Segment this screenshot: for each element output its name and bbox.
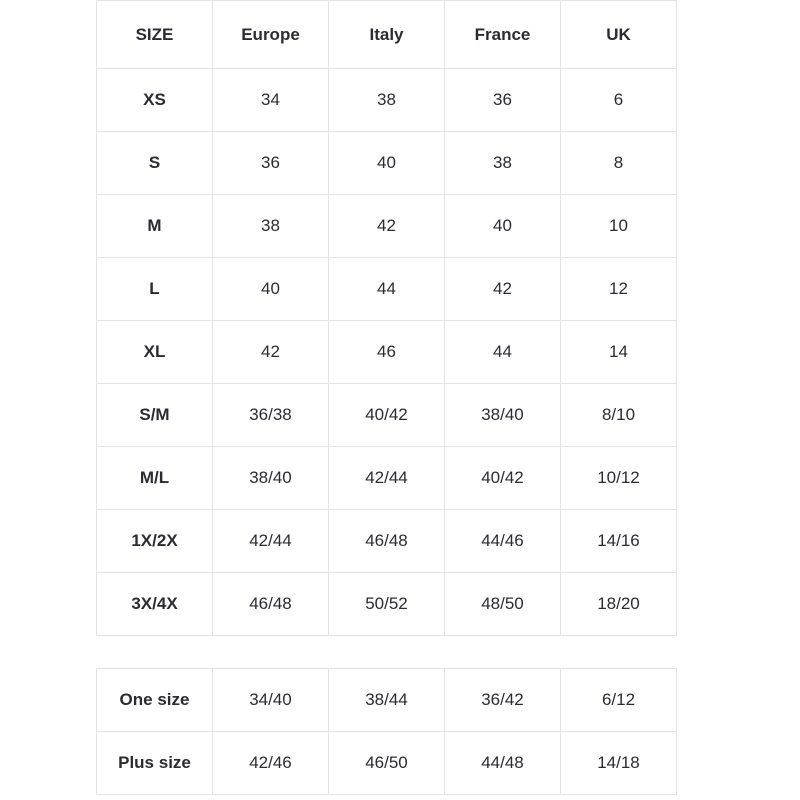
cell-italy: 46/48 bbox=[329, 510, 445, 573]
cell-france: 44/46 bbox=[445, 510, 561, 573]
cell-uk: 10/12 bbox=[561, 447, 677, 510]
cell-france: 38/40 bbox=[445, 384, 561, 447]
cell-uk: 14/16 bbox=[561, 510, 677, 573]
table-row bbox=[97, 258, 677, 321]
cell-italy: 42/44 bbox=[329, 447, 445, 510]
secondary-size-table-wrapper bbox=[96, 668, 676, 795]
table-row bbox=[97, 669, 677, 732]
cell-uk: 10 bbox=[561, 195, 677, 258]
column-header-uk: UK bbox=[561, 1, 677, 69]
cell-france: 38 bbox=[445, 132, 561, 195]
cell-france: 42 bbox=[445, 258, 561, 321]
cell-italy: 50/52 bbox=[329, 573, 445, 636]
cell-france: 44/48 bbox=[445, 732, 561, 795]
row-label: One size bbox=[97, 669, 213, 732]
cell-italy: 38/44 bbox=[329, 669, 445, 732]
cell-italy: 40/42 bbox=[329, 384, 445, 447]
row-label: Plus size bbox=[97, 732, 213, 795]
cell-italy: 46/50 bbox=[329, 732, 445, 795]
primary-size-table-wrapper bbox=[96, 0, 676, 636]
row-label: M bbox=[97, 195, 213, 258]
cell-france: 44 bbox=[445, 321, 561, 384]
cell-uk: 18/20 bbox=[561, 573, 677, 636]
cell-france: 40/42 bbox=[445, 447, 561, 510]
table-row bbox=[97, 132, 677, 195]
row-label: M/L bbox=[97, 447, 213, 510]
column-header-france: France bbox=[445, 1, 561, 69]
cell-italy: 42 bbox=[329, 195, 445, 258]
cell-europe: 36 bbox=[213, 132, 329, 195]
primary-table-header bbox=[97, 1, 677, 69]
cell-italy: 44 bbox=[329, 258, 445, 321]
table-row bbox=[97, 573, 677, 636]
cell-uk: 14/18 bbox=[561, 732, 677, 795]
cell-uk: 12 bbox=[561, 258, 677, 321]
cell-europe: 38 bbox=[213, 195, 329, 258]
table-row bbox=[97, 384, 677, 447]
cell-europe: 36/38 bbox=[213, 384, 329, 447]
cell-uk: 8/10 bbox=[561, 384, 677, 447]
primary-table-body bbox=[97, 69, 677, 636]
cell-france: 36 bbox=[445, 69, 561, 132]
row-label: S/M bbox=[97, 384, 213, 447]
cell-europe: 42/46 bbox=[213, 732, 329, 795]
cell-europe: 34/40 bbox=[213, 669, 329, 732]
cell-france: 40 bbox=[445, 195, 561, 258]
cell-italy: 40 bbox=[329, 132, 445, 195]
cell-europe: 46/48 bbox=[213, 573, 329, 636]
table-row bbox=[97, 732, 677, 795]
row-label: XS bbox=[97, 69, 213, 132]
cell-europe: 42 bbox=[213, 321, 329, 384]
cell-europe: 34 bbox=[213, 69, 329, 132]
column-header-italy: Italy bbox=[329, 1, 445, 69]
cell-italy: 46 bbox=[329, 321, 445, 384]
cell-italy: 38 bbox=[329, 69, 445, 132]
cell-europe: 38/40 bbox=[213, 447, 329, 510]
table-header-row bbox=[97, 1, 677, 69]
row-label: L bbox=[97, 258, 213, 321]
cell-uk: 6/12 bbox=[561, 669, 677, 732]
row-label: 1X/2X bbox=[97, 510, 213, 573]
table-row bbox=[97, 510, 677, 573]
secondary-size-table bbox=[96, 668, 677, 795]
primary-size-table bbox=[96, 0, 677, 636]
cell-uk: 6 bbox=[561, 69, 677, 132]
table-row bbox=[97, 195, 677, 258]
table-row bbox=[97, 447, 677, 510]
column-header-size: SIZE bbox=[97, 1, 213, 69]
cell-france: 48/50 bbox=[445, 573, 561, 636]
column-header-europe: Europe bbox=[213, 1, 329, 69]
table-row bbox=[97, 321, 677, 384]
row-label: S bbox=[97, 132, 213, 195]
table-row bbox=[97, 69, 677, 132]
cell-europe: 42/44 bbox=[213, 510, 329, 573]
cell-uk: 8 bbox=[561, 132, 677, 195]
row-label: 3X/4X bbox=[97, 573, 213, 636]
cell-france: 36/42 bbox=[445, 669, 561, 732]
cell-europe: 40 bbox=[213, 258, 329, 321]
row-label: XL bbox=[97, 321, 213, 384]
cell-uk: 14 bbox=[561, 321, 677, 384]
secondary-table-body bbox=[97, 669, 677, 795]
